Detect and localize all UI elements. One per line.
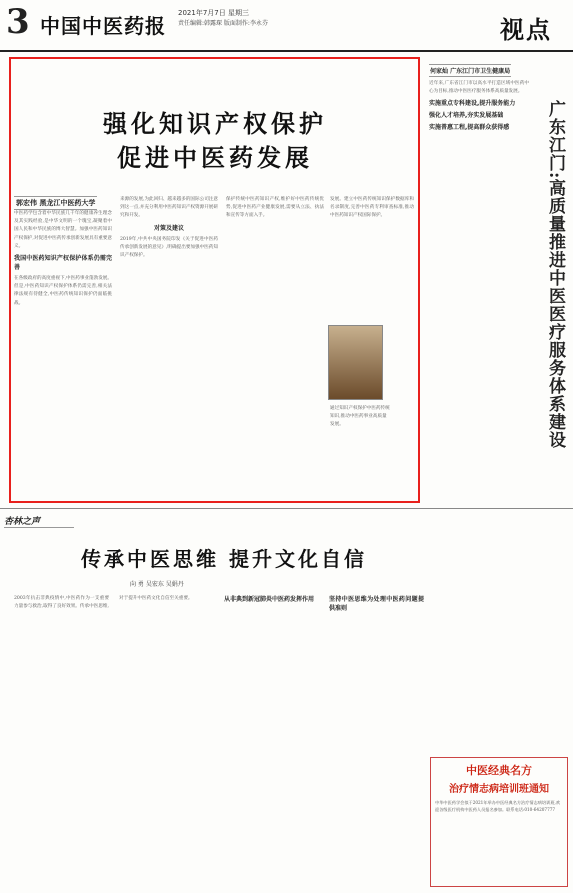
notice-title: 中医经典名方	[466, 764, 532, 777]
paper-masthead: 中国中医药报	[40, 14, 166, 38]
paragraph: 保护传统中医药知识产权,维护好中医药传统优势,促进中医药产业健康发展,需要从立法、执法和宣传等方面入手。	[226, 197, 324, 219]
paragraph: 来源的发展,为此回归、越来越多的国际公司注意到这一点,并充分利用中医药知识产权资源开展研究和开发。	[120, 197, 218, 219]
author-name: 郭宏伟	[16, 199, 37, 207]
newspaper-header	[0, 0, 573, 52]
headline-line1: 强化知识产权保护	[103, 109, 327, 138]
author-photo	[328, 325, 383, 400]
subheading: 从非典到新冠肺炎中医药发挥作用	[224, 596, 315, 603]
page-number: 3	[6, 2, 30, 42]
bottom-body	[14, 595, 424, 885]
paragraph: 2003年抗击非典疫情中,中医药作为一支重要力量参与救治,取得了良好效果。传承中医思维,对于提升中医药文化自信至关重要。	[14, 596, 193, 610]
headline-line2: 促进中医药发展	[117, 143, 313, 172]
side-author-org: 广东江门市卫生健康局	[450, 68, 511, 75]
main-column-1	[14, 210, 112, 500]
paragraph: 近年来,广东省江门市以高水平打造区域中医药中心为目标,推动中医医疗服务体系高质量发展。	[429, 81, 529, 95]
main-column-4	[330, 196, 414, 321]
issue-date: 2021年7月7日 星期三	[178, 9, 249, 17]
main-column-3	[226, 196, 324, 500]
subheading: 对策及建议	[153, 224, 184, 232]
column-name: 杏林之声	[4, 514, 74, 528]
side-byline	[429, 64, 511, 77]
bottom-byline: 向 勇 吴宏东 吴娟丹	[130, 581, 184, 588]
paragraph: 中医药学包含着中华民族几千年的健康养生理念及其实践经验,是中华文明的一个瑰宝,凝聚着中国人民和中华民族的博大智慧。加强中医药知识产权保护,对促进中医药传承创新发展具有重要意义。	[14, 211, 112, 249]
author-org: 黑龙江中医药大学	[39, 199, 96, 207]
subheading: 强化人才培养,夯实发展基础	[429, 112, 504, 120]
photo-caption: 通过知识产权保护中医药传统知识,推动中医药事业高质量发展。	[330, 406, 390, 427]
subheading: 坚持中医思维为处理中医药问题提供准则	[329, 596, 424, 612]
editor-credits: 责任编辑:韩露琛 版面制作:李永芬	[178, 20, 268, 27]
subheading: 实施重点专科建设,提升服务能力	[429, 100, 516, 108]
paragraph: 2019年,中共中央国务院印发《关于促进中医药传承创新发展的意见》,明确提出要加强中医药知识产权保护。	[120, 236, 218, 259]
notice-body: 中华中医药学会拟于2021年举办中医经典名方治疗情志病培训班,欢迎各级医疗机构中医药人员报名参加。联系电话:010-64207777	[435, 800, 561, 812]
paragraph: 发展。建立中医药传统知识保护数据库和名录制度,完善中医药专利审查标准,推动中医药知识产权国际保护。	[330, 197, 414, 219]
main-byline	[14, 196, 97, 210]
subheading: 我国中医药知识产权保护体系仍需完善	[14, 255, 112, 272]
side-body	[429, 80, 529, 500]
bottom-headline: 传承中医思维 提升文化自信	[81, 547, 367, 571]
section-divider	[0, 508, 573, 509]
training-notice-box	[430, 757, 568, 887]
section-title: 视点	[500, 15, 552, 44]
main-column-2	[120, 196, 218, 500]
side-author: 何家灿	[430, 68, 449, 75]
subheading: 实施普惠工程,提高群众获得感	[429, 124, 510, 132]
side-headline: 广东江门:高质量推进中医医疗服务体系建设	[545, 100, 565, 450]
notice-subtitle: 治疗情志病培训班通知	[449, 784, 549, 795]
paragraph: 在各级政府的高度重视下,中医药事业蓬勃发展。但是,中医药知识产权保护体系仍需完善,相关法律法规有待健全,中医药传统知识保护仍面临挑战。	[14, 276, 112, 306]
